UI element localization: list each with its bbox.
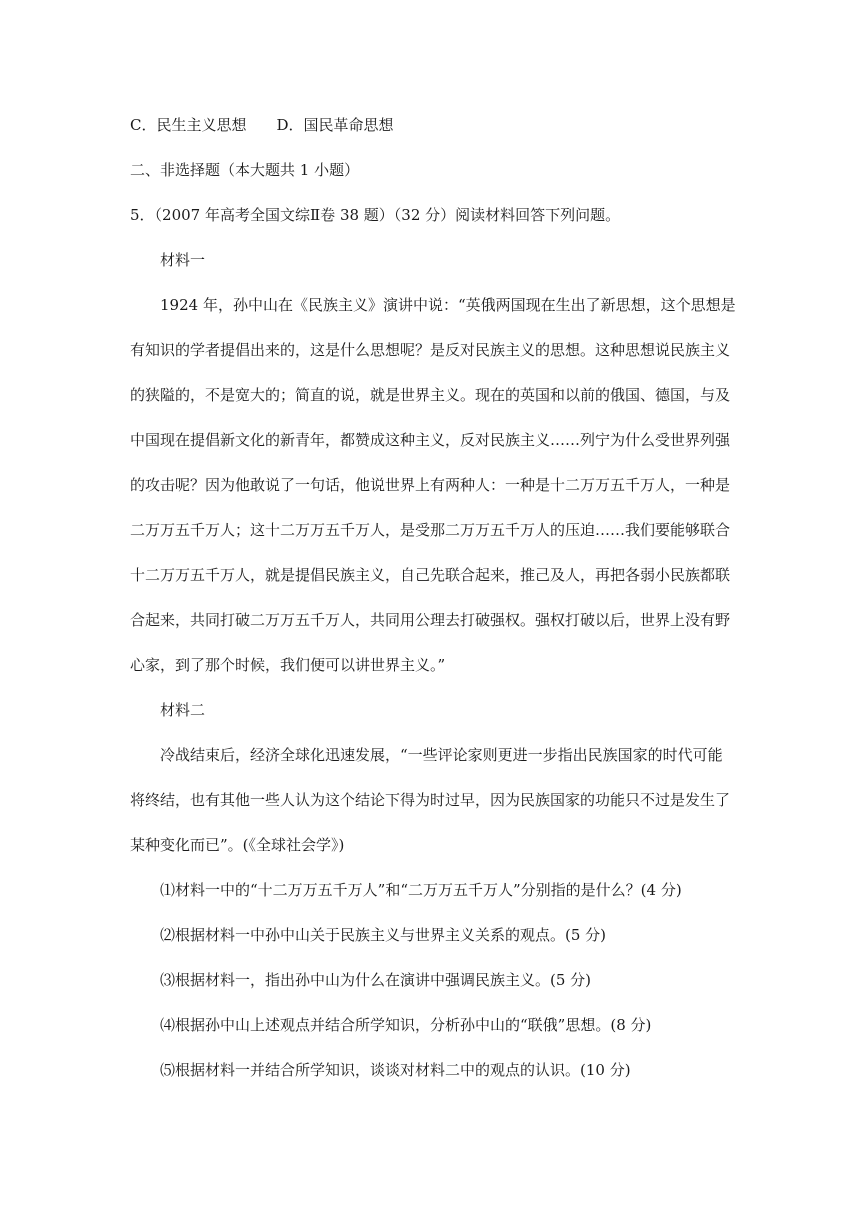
material-two-line: 冷战结束后，经济全球化迅速发展，“一些评论家则更进一步指出民族国家的时代可能 <box>160 746 723 764</box>
sub-question-5: ⑸根据材料一并结合所学知识，谈谈对材料二中的观点的认识。(10 分) <box>160 1061 631 1079</box>
document-content <box>130 114 736 1104</box>
material-one-line: 1924 年，孙中山在《民族主义》演讲中说：“英俄两国现在生出了新思想，这个思想是 <box>160 296 736 314</box>
material-two-line: 某种变化而已”。(《全球社会学》) <box>130 836 345 854</box>
material-two-text <box>130 744 730 856</box>
material-one-line: 的狭隘的，不是宽大的；简直的说，就是世界主义。现在的英国和以前的俄国、德国，与及 <box>130 386 731 404</box>
material-one-line: 有知识的学者提倡出来的，这是什么思想呢？是反对民族主义的思想。这种思想说民族主义 <box>130 341 731 359</box>
material-two-label: 材料二 <box>160 701 206 719</box>
material-one-line: 的攻击呢？因为他敢说了一句话，他说世界上有两种人：一种是十二万万五千万人，一种是 <box>130 476 731 494</box>
material-one-line: 合起来，共同打破二万万五千万人，共同用公理去打破强权。强权打破以后，世界上没有野 <box>130 611 731 629</box>
section-heading: 二、非选择题（本大题共 1 小题） <box>130 161 360 179</box>
sub-question-1: ⑴材料一中的“十二万万五千万人”和“二万万五千万人”分别指的是什么？(4 分) <box>160 881 682 899</box>
material-one-text <box>130 294 736 676</box>
option-c: C．民生主义思想 <box>130 116 247 134</box>
sub-question-2: ⑵根据材料一中孙中山关于民族主义与世界主义关系的观点。(5 分) <box>160 926 607 944</box>
material-one-line: 二万万五千万人；这十二万万五千万人，是受那二万万五千万人的压迫……我们要能够联合 <box>130 521 731 539</box>
sub-question-3: ⑶根据材料一，指出孙中山为什么在演讲中强调民族主义。(5 分) <box>160 971 592 989</box>
material-one-line: 心家，到了那个时候，我们便可以讲世界主义。” <box>130 656 446 674</box>
material-one-line: 十二万万五千万人，就是提倡民族主义，自己先联合起来，推己及人，再把各弱小民族都联 <box>130 566 731 584</box>
material-one-line: 中国现在提倡新文化的新青年，都赞成这种主义，反对民族主义……列宁为什么受世界列强 <box>130 431 731 449</box>
question-stem: 5．（2007 年高考全国文综Ⅱ卷 38 题）（32 分）阅读材料回答下列问题。 <box>130 206 621 224</box>
options-line <box>130 114 730 136</box>
option-d: D．国民革命思想 <box>276 116 394 134</box>
material-two-line: 将终结，也有其他一些人认为这个结论下得为时过早，因为民族国家的功能只不过是发生了 <box>130 791 731 809</box>
material-one-label: 材料一 <box>160 251 206 269</box>
sub-question-4: ⑷根据孙中山上述观点并结合所学知识，分析孙中山的“联俄”思想。(8 分) <box>160 1016 652 1034</box>
